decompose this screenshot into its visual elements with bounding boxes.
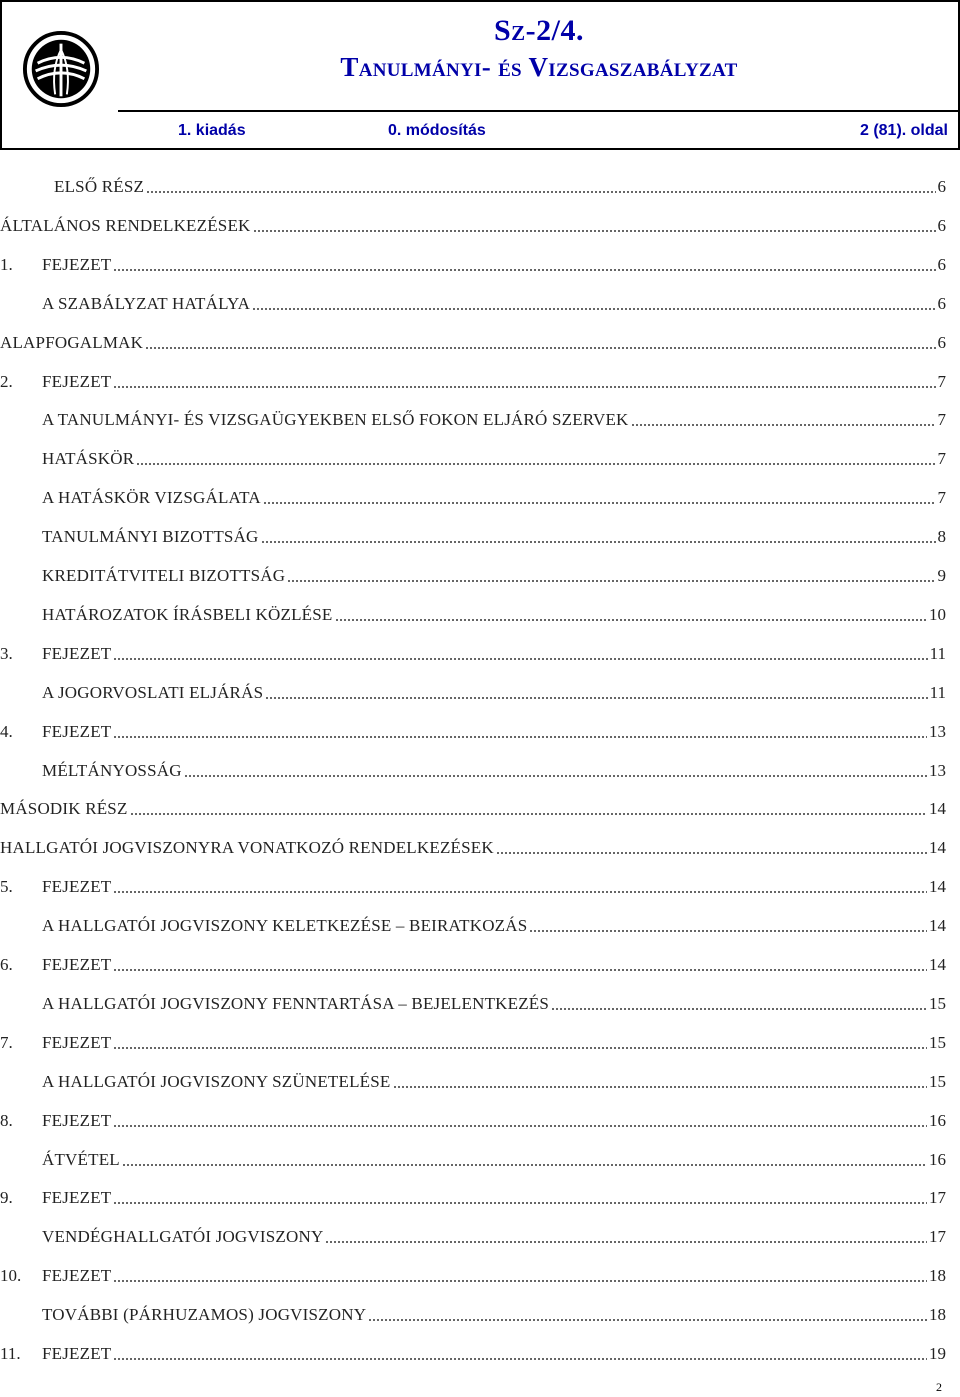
footer-page-number: 2 — [936, 1380, 942, 1394]
toc-entry[interactable] — [0, 1024, 946, 1054]
toc-entry-title: HATÁROZATOK ÍRÁSBELI KÖZLÉSE — [42, 604, 333, 624]
toc-entry-page: 17 — [929, 1188, 946, 1208]
toc-entry-title: FEJEZET — [42, 371, 112, 391]
toc-entry-title: ELSŐ RÉSZ — [54, 177, 145, 196]
toc-entry[interactable] — [0, 790, 946, 820]
toc-entry-number: 7. — [0, 1032, 13, 1052]
toc-dot-leader — [136, 463, 935, 465]
toc-entry-title: ALAPFOGALMAK — [0, 332, 144, 352]
toc-entry-page: 11 — [929, 643, 946, 663]
toc-dot-leader — [335, 619, 928, 621]
toc-entry-page: 15 — [929, 993, 946, 1013]
toc-entry-page: 7 — [937, 488, 946, 508]
modification-label: 0. módosítás — [388, 122, 486, 139]
toc-entry[interactable] — [0, 674, 946, 704]
toc-entry[interactable] — [0, 596, 946, 626]
toc-dot-leader — [529, 930, 927, 932]
toc-entry-title: HALLGATÓI JOGVISZONYRA VONATKOZÓ RENDELKEZÉSEK — [0, 838, 494, 858]
toc-entry-number: 1. — [0, 254, 13, 274]
toc-entry-number: 5. — [0, 877, 13, 897]
toc-entry-page: 16 — [929, 1149, 946, 1169]
toc-entry-title: TOVÁBBI (PÁRHUZAMOS) JOGVISZONY — [42, 1305, 367, 1325]
toc-entry[interactable] — [0, 868, 946, 898]
edition-label: 1. kiadás — [178, 122, 246, 139]
toc-entry-title: MÁSODIK RÉSZ — [0, 799, 128, 819]
toc-entry-page: 18 — [929, 1266, 946, 1286]
toc-entry-page: 14 — [929, 955, 946, 974]
toc-entry-title: FEJEZET — [42, 1032, 112, 1052]
toc-entry[interactable] — [0, 985, 946, 1015]
toc-entry[interactable] — [0, 557, 946, 587]
toc-dot-leader — [113, 1202, 927, 1204]
toc-dot-leader — [263, 502, 936, 504]
toc-dot-leader — [113, 1280, 927, 1282]
toc-dot-leader — [130, 813, 927, 815]
toc-entry-page: 6 — [937, 215, 946, 235]
toc-entry[interactable] — [0, 635, 946, 665]
toc-entry[interactable] — [0, 1102, 946, 1132]
toc-entry-page: 6 — [937, 254, 946, 274]
toc-entry-title: FEJEZET — [42, 1266, 112, 1286]
toc-entry-page: 15 — [929, 1032, 946, 1052]
toc-entry-title: A HALLGATÓI JOGVISZONY FENNTARTÁSA – BEJELENTKEZÉS — [42, 993, 550, 1013]
toc-entry-number: 3. — [0, 643, 13, 663]
toc-entry-title: A HATÁSKÖR VIZSGÁLATA — [42, 488, 261, 508]
toc-dot-leader — [113, 269, 935, 271]
toc-entry-title: FEJEZET — [42, 254, 112, 274]
toc-entry[interactable] — [0, 907, 946, 937]
toc-entry[interactable] — [0, 752, 946, 782]
toc-entry-page: 6 — [937, 332, 946, 352]
toc-dot-leader — [184, 775, 927, 777]
toc-entry-page: 14 — [929, 799, 946, 819]
toc-entry-page: 14 — [929, 877, 946, 897]
toc-entry[interactable] — [0, 324, 946, 354]
toc-entry-number: 11. — [0, 1344, 21, 1363]
document-code: Sz-2/4. — [493, 14, 585, 47]
toc-dot-leader — [368, 1319, 927, 1321]
toc-entry-page: 6 — [937, 177, 946, 196]
toc-dot-leader — [113, 1358, 927, 1360]
header-bottom-rule — [0, 148, 960, 150]
toc-entry-page: 9 — [937, 566, 946, 585]
toc-entry[interactable] — [0, 1296, 946, 1326]
toc-entry-title: ÁTVÉTEL — [42, 1149, 120, 1169]
toc-entry[interactable] — [0, 1063, 946, 1093]
toc-entry-number: 2. — [0, 371, 13, 391]
toc-entry-title: VENDÉGHALLGATÓI JOGVISZONY — [42, 1227, 324, 1247]
toc-entry[interactable] — [0, 518, 946, 548]
toc-entry-page: 15 — [929, 1071, 946, 1091]
toc-entry[interactable] — [0, 713, 946, 743]
toc-entry-page: 7 — [937, 410, 946, 430]
toc-dot-leader — [252, 308, 935, 310]
toc-dot-leader — [122, 1164, 927, 1166]
toc-entry-title: ÁLTALÁNOS RENDELKEZÉSEK — [0, 215, 251, 235]
toc-dot-leader — [496, 852, 927, 854]
toc-entry-number: 10. — [0, 1266, 22, 1286]
toc-entry-title: FEJEZET — [42, 955, 112, 974]
toc-entry-page: 6 — [937, 293, 946, 313]
toc-dot-leader — [113, 658, 927, 660]
toc-dot-leader — [265, 697, 927, 699]
toc-dot-leader — [146, 191, 935, 193]
header-divider — [118, 110, 960, 112]
toc-entry-page: 14 — [929, 838, 946, 858]
toc-entry-page: 17 — [929, 1227, 946, 1247]
toc-entry[interactable] — [0, 401, 946, 431]
toc-dot-leader — [551, 1008, 927, 1010]
toc-entry-number: 4. — [0, 721, 13, 741]
toc-dot-leader — [113, 386, 935, 388]
toc-dot-leader — [113, 891, 927, 893]
toc-entry-title: FEJEZET — [42, 1110, 112, 1130]
toc-entry-title: FEJEZET — [42, 1344, 112, 1363]
page-indicator: 2 (81). oldal — [859, 122, 948, 139]
toc-entry-title: HATÁSKÖR — [42, 449, 135, 469]
toc-dot-leader — [393, 1086, 927, 1088]
toc-entry-number: 9. — [0, 1188, 13, 1208]
toc-dot-leader — [287, 580, 935, 582]
toc-entry-page: 11 — [929, 682, 946, 702]
toc-dot-leader — [113, 736, 927, 738]
toc-dot-leader — [261, 541, 936, 543]
toc-entry-page: 7 — [937, 371, 946, 391]
toc-entry-title: A HALLGATÓI JOGVISZONY KELETKEZÉSE – BEIRATKOZÁS — [42, 916, 528, 936]
toc-entry[interactable] — [0, 1179, 946, 1209]
toc-entry[interactable] — [0, 479, 946, 509]
toc-entry-title: FEJEZET — [42, 877, 112, 897]
toc-entry-page: 10 — [929, 604, 946, 624]
toc-entry-number: 6. — [0, 955, 13, 974]
toc-entry-title: A TANULMÁNYI- ÉS VIZSGAÜGYEKBEN ELSŐ FOKON ELJÁRÓ SZERVEK — [42, 410, 629, 430]
toc-entry[interactable] — [0, 946, 946, 976]
toc-entry-page: 19 — [929, 1344, 946, 1363]
toc-entry-number: 8. — [0, 1110, 13, 1130]
toc-dot-leader — [113, 1047, 927, 1049]
toc-dot-leader — [113, 1125, 927, 1127]
toc-entry-title: MÉLTÁNYOSSÁG — [42, 760, 182, 780]
toc-entry-title: A SZABÁLYZAT HATÁLYA — [42, 293, 251, 313]
toc-dot-leader — [145, 347, 935, 349]
toc-entry-page: 13 — [929, 721, 946, 741]
toc-dot-leader — [325, 1241, 927, 1243]
toc-entry-title: FEJEZET — [42, 721, 112, 741]
toc-entry-title: FEJEZET — [42, 1188, 112, 1208]
header-frame-left — [0, 0, 2, 150]
toc-entry[interactable] — [0, 1141, 946, 1171]
toc-entry-title: FEJEZET — [42, 643, 112, 663]
institution-logo-icon — [22, 30, 100, 108]
toc-entry[interactable] — [0, 168, 946, 198]
toc-entry[interactable] — [0, 440, 946, 470]
toc-entry-page: 13 — [929, 760, 946, 780]
toc-entry-title: A JOGORVOSLATI ELJÁRÁS — [42, 682, 264, 702]
toc-entry-page: 18 — [929, 1305, 946, 1325]
toc-dot-leader — [113, 969, 927, 971]
toc-entry[interactable] — [0, 363, 946, 393]
toc-entry[interactable] — [0, 829, 946, 859]
toc-entry-page: 16 — [929, 1110, 946, 1130]
toc-entry[interactable] — [0, 1218, 946, 1248]
toc-entry[interactable] — [0, 246, 946, 276]
toc-entry[interactable] — [0, 285, 946, 315]
header-frame-top — [0, 0, 960, 2]
toc-entry[interactable] — [0, 1335, 946, 1365]
toc-dot-leader — [631, 424, 936, 426]
toc-dot-leader — [253, 230, 936, 232]
toc-entry-page: 8 — [937, 527, 946, 547]
document-title: Tanulmányi- és Vizsgaszabályzat — [340, 52, 738, 82]
toc-entry-title: KREDITÁTVITELI BIZOTTSÁG — [42, 566, 286, 585]
toc-entry[interactable] — [0, 207, 946, 237]
toc-entry-page: 7 — [937, 449, 946, 469]
toc-entry-page: 14 — [929, 916, 946, 936]
toc-entry-title: A HALLGATÓI JOGVISZONY SZÜNETELÉSE — [42, 1071, 391, 1091]
toc-entry-title: TANULMÁNYI BIZOTTSÁG — [42, 527, 259, 547]
toc-entry[interactable] — [0, 1257, 946, 1287]
